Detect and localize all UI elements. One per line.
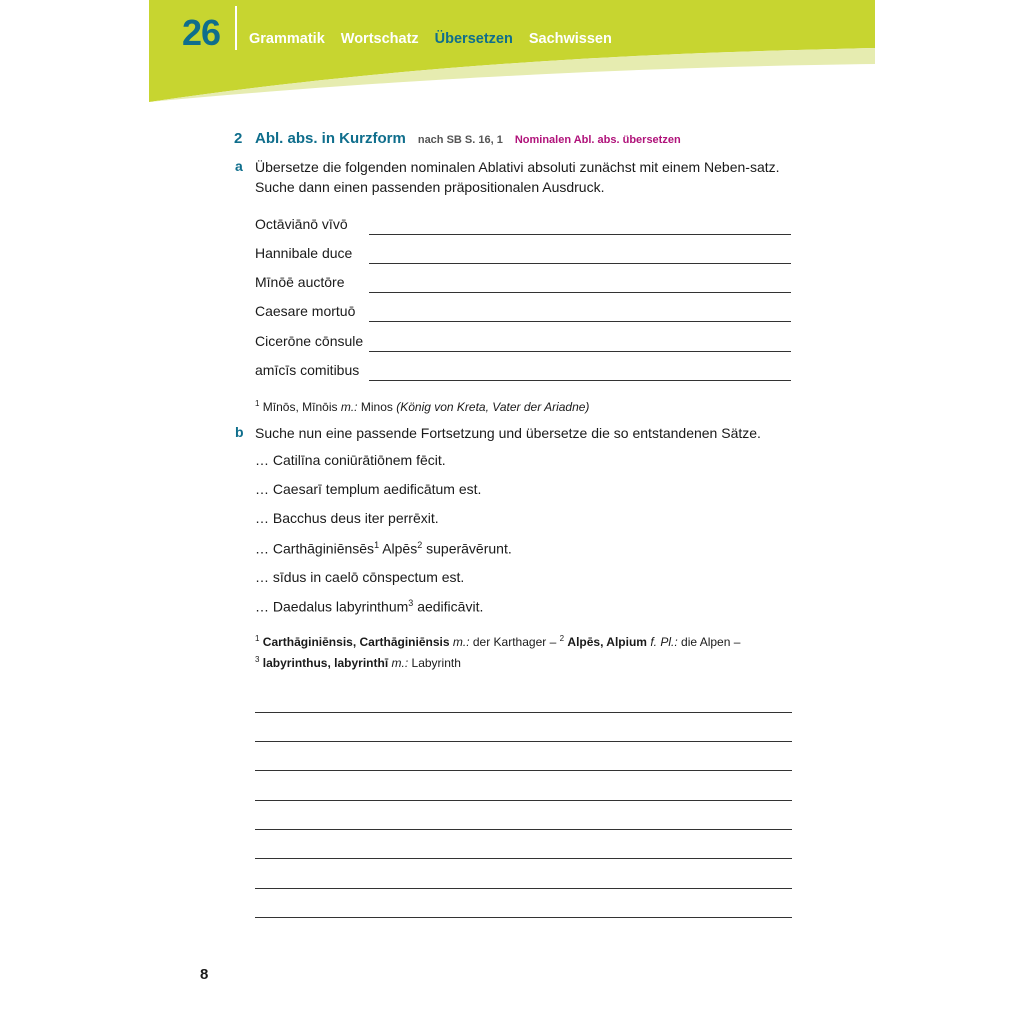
footnote-note: (König von Kreta, Vater der Ariadne): [396, 400, 590, 414]
ablative-term: Hannibale duce: [255, 245, 353, 261]
footnote-mark: 1: [255, 399, 260, 408]
footnote-term: Alpēs, Alpium: [567, 635, 647, 649]
writing-line[interactable]: [255, 888, 792, 889]
header-band: [149, 0, 875, 102]
fill-row: [255, 331, 791, 355]
sentence-text: … Caesarī templum aedificātum est.: [255, 481, 482, 497]
answer-line[interactable]: [369, 380, 791, 381]
part-b-footnotes: [255, 630, 795, 672]
latin-sentence: [255, 598, 483, 615]
footnote-ref: 1: [374, 540, 380, 550]
part-a-footnote: [255, 395, 795, 416]
answer-line[interactable]: [369, 234, 791, 235]
footnote-term: labyrinthus, labyrinthī: [262, 656, 389, 670]
nav-grammatik[interactable]: Grammatik: [249, 31, 325, 47]
task-title: Abl. abs. in Kurzform: [255, 130, 406, 147]
footnote-gender: f. Pl.:: [650, 635, 678, 649]
latin-sentence: [255, 510, 439, 526]
sentence-text: Alpēs: [379, 540, 418, 557]
nav-wortschatz[interactable]: Wortschatz: [340, 31, 419, 47]
answer-line[interactable]: [369, 321, 791, 322]
fill-row: [255, 301, 791, 325]
writing-line[interactable]: [255, 829, 792, 830]
sentence-text: aedificāvit.: [413, 598, 484, 615]
part-a-letter: a: [235, 158, 243, 174]
footnote-term: Carthāginiēnsis, Carthāginiēnsis: [262, 635, 450, 649]
task-topic: Nominalen Abl. abs. übersetzen: [514, 134, 681, 146]
writing-line[interactable]: [255, 741, 792, 742]
writing-line[interactable]: [255, 858, 792, 859]
ablative-term: Caesare mortuō: [255, 303, 356, 319]
part-b-letter: b: [235, 424, 244, 440]
footnote-line: [255, 630, 795, 651]
footnote-gender: m.:: [452, 635, 470, 649]
section-nav: [249, 31, 612, 47]
sentence-text: … Daedalus labyrinthum: [255, 598, 409, 615]
footnote-mark: 1: [255, 634, 260, 643]
part-b-instruction: Suche nun eine passende Fortsetzung und übersetze die so entstandenen Sätze.: [255, 425, 761, 441]
fill-row: [255, 214, 791, 238]
nav-sachwissen[interactable]: Sachwissen: [528, 31, 612, 47]
ablative-term: Mīnōē auctōre: [255, 274, 345, 290]
footnote-meaning: Labyrinth: [411, 656, 461, 670]
answer-line[interactable]: [369, 263, 791, 264]
footnote-gender: m.:: [391, 656, 409, 670]
footnote-mark: 2: [559, 634, 565, 643]
unit-divider: [235, 6, 237, 50]
answer-line[interactable]: [369, 292, 791, 293]
footnote-line: [255, 651, 795, 672]
header-band-shape: [149, 0, 875, 102]
sentence-text: … Catilīna coniūrātiōnem fēcit.: [255, 452, 446, 468]
ablative-term: Cicerōne cōnsule: [255, 333, 364, 349]
fill-row: [255, 360, 791, 384]
page-number: 8: [200, 966, 209, 983]
latin-sentence: [255, 569, 464, 585]
writing-line[interactable]: [255, 770, 792, 771]
footnote-mark: 3: [255, 655, 260, 664]
footnote-meaning: Minos: [360, 400, 393, 414]
sentence-text: superāvērunt.: [422, 540, 512, 557]
task-heading: [234, 130, 681, 147]
footnote-gender: m.:: [340, 400, 358, 414]
footnote-ref: 2: [417, 540, 423, 550]
answer-line[interactable]: [369, 351, 791, 352]
unit-number: 26: [182, 12, 221, 53]
latin-sentence: [255, 540, 512, 557]
nav-uebersetzen[interactable]: Übersetzen: [434, 31, 513, 47]
latin-sentence: [255, 481, 481, 497]
ablative-term: Octāviānō vīvō: [255, 216, 348, 232]
writing-line[interactable]: [255, 712, 792, 713]
task-number: 2: [234, 130, 243, 147]
sentence-text: … Bacchus deus iter perrēxit.: [255, 510, 439, 526]
latin-sentence: [255, 452, 446, 468]
fill-row: [255, 272, 791, 296]
fill-row: [255, 243, 791, 267]
part-a-instruction: Übersetze die folgenden nominalen Ablativi absoluti zunächst mit einem Neben-satz. Suche dann einen passenden präpositionalen Ausdruck.: [255, 159, 780, 195]
sentence-text: … Carthāginiēnsēs: [255, 540, 375, 557]
footnote-ref: 3: [408, 598, 414, 608]
writing-line[interactable]: [255, 800, 792, 801]
footnote-meaning: die Alpen –: [681, 635, 741, 649]
writing-line[interactable]: [255, 917, 792, 918]
ablative-term: amīcīs comitibus: [255, 362, 360, 378]
task-reference: nach SB S. 16, 1: [417, 134, 503, 146]
footnote-term: Mīnōs, Mīnōis: [262, 400, 338, 414]
footnote-meaning: der Karthager –: [472, 635, 557, 649]
sentence-text: … sīdus in caelō cōnspectum est.: [255, 569, 465, 585]
